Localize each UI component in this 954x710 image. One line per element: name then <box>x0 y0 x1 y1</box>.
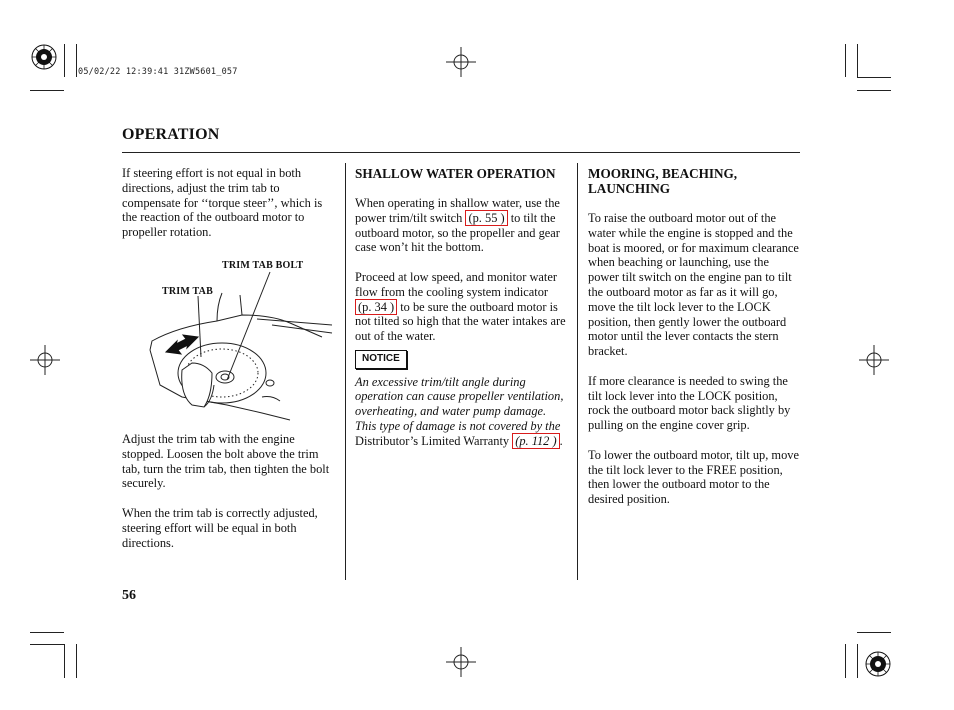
header-rule <box>122 152 800 153</box>
paragraph <box>355 196 567 255</box>
print-info: 05/02/22 12:39:41 31ZW5601_057 <box>78 67 238 77</box>
notice-text <box>355 375 567 449</box>
column-2 <box>355 166 567 449</box>
text-run: Distributor’s Limited Warranty <box>355 433 513 448</box>
crop-mark <box>857 90 891 91</box>
trim-tab-figure <box>122 255 337 425</box>
heading-shallow-water: SHALLOW WATER OPERATION <box>355 166 556 181</box>
crop-mark <box>845 644 846 678</box>
registration-star-icon <box>30 43 58 71</box>
text-run: When operating in shallow water, use the power trim/tilt switch <box>355 196 560 225</box>
crop-mark <box>845 44 846 77</box>
figure-label-trim-tab-bolt: TRIM TAB BOLT <box>222 260 304 271</box>
text-run: . <box>559 433 563 448</box>
column-1 <box>122 166 334 255</box>
crop-mark <box>30 644 64 645</box>
column-3 <box>588 166 802 522</box>
crop-mark <box>64 44 65 77</box>
heading-mooring: MOORING, BEACHING, LAUNCHING <box>588 166 738 196</box>
crop-mark <box>30 632 64 633</box>
crop-mark <box>30 90 64 91</box>
paragraph: When the trim tab is correctly adjusted, steering effort will be equal in both directions. <box>122 505 318 550</box>
column-divider <box>345 163 346 580</box>
crop-mark <box>857 644 858 678</box>
crop-mark <box>857 44 858 77</box>
text-run: to be sure the outboard motor is not tilted so high that the water intakes are out of the water. <box>355 299 566 344</box>
figure-label-trim-tab: TRIM TAB <box>162 286 213 297</box>
paragraph: If steering effort is not equal in both directions, adjust the trim tab to compensate for ‘‘torque steer’’, which is the reaction of the outboard motor to propeller rotation. <box>122 166 323 240</box>
crop-mark <box>76 644 77 678</box>
column-divider <box>577 163 578 580</box>
notice-block <box>355 350 567 449</box>
crosshair-icon <box>30 345 60 375</box>
crop-mark <box>857 632 891 633</box>
paragraph: To raise the outboard motor out of the water while the engine is stopped and the boat is moored, or for maximum clearance when beaching or launching, use the power tilt switch on the engine pan to tilt the outboard motor as far as it will go, move the tilt lock lever to the LOCK position, then gently lower the outboard motor until the lever contacts the stern bracket. <box>588 211 799 359</box>
trim-tab-illustration <box>122 255 337 425</box>
page-reference-link[interactable]: (p. 112 ) <box>512 433 559 449</box>
column-1-lower <box>122 432 334 565</box>
registration-star-icon <box>864 650 892 678</box>
paragraph: Adjust the trim tab with the engine stopped. Loosen the bolt above the trim tab, turn the trim tab, then tighten the bolt securely. <box>122 432 330 491</box>
crosshair-icon <box>859 345 889 375</box>
page-reference-link[interactable]: (p. 55 ) <box>465 210 507 226</box>
paragraph: If more clearance is needed to swing the tilt lock lever into the LOCK position, rock the outboard motor back slightly by pulling on the engine cover grip. <box>588 373 791 433</box>
paragraph: To lower the outboard motor, tilt up, move the tilt lock lever to the FREE position, then lower the outboard motor to the desired position. <box>588 447 799 507</box>
crop-mark <box>76 44 77 77</box>
text-run: An excessive trim/tilt angle during operation can cause propeller ventilation, overheating, and water pump damage. This type of damage is not covered by the <box>355 374 564 433</box>
crop-mark <box>857 77 891 78</box>
text-run: to tilt the outboard motor, so the propeller and gear case won’t hit the bottom. <box>355 210 560 255</box>
notice-badge: NOTICE <box>355 350 407 369</box>
text-run: Proceed at low speed, and monitor water flow from the cooling system indicator <box>355 269 557 299</box>
section-title: OPERATION <box>122 126 220 143</box>
crosshair-icon <box>446 47 476 77</box>
paragraph <box>355 270 567 344</box>
crosshair-icon <box>446 647 476 677</box>
crop-mark <box>64 644 65 678</box>
page-number: 56 <box>122 588 136 603</box>
page-reference-link[interactable]: (p. 34 ) <box>355 299 397 315</box>
